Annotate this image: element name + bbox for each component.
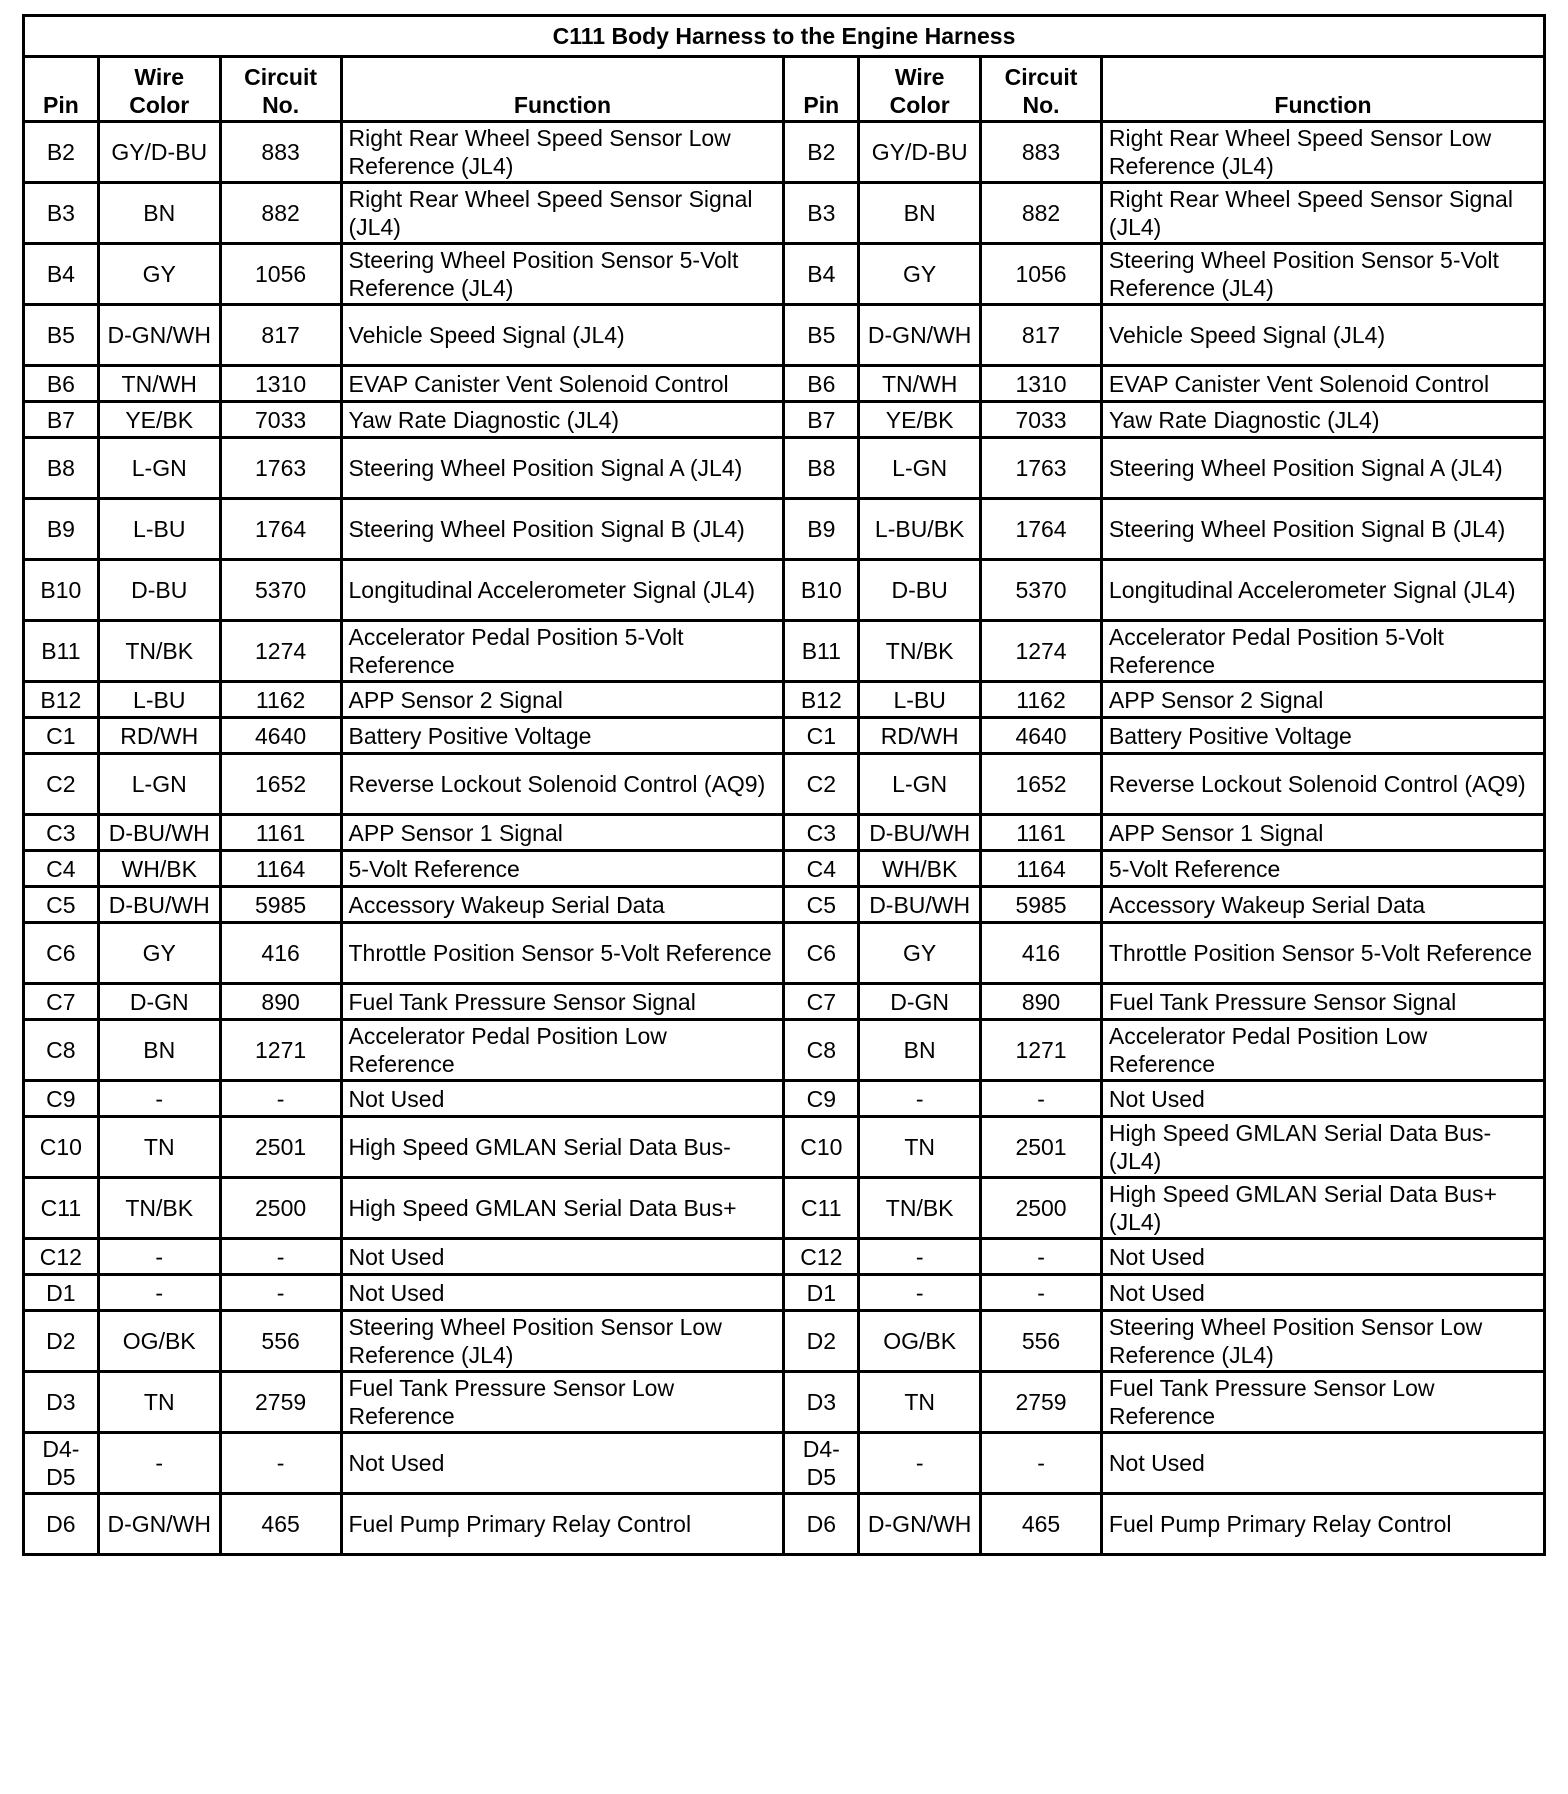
circuit-no-cell: 1274 — [220, 621, 341, 682]
wire-color-cell: D-GN/WH — [98, 305, 220, 366]
function-cell: Accelerator Pedal Position 5-Volt Reference — [341, 621, 784, 682]
table-row — [24, 305, 1545, 366]
circuit-no-cell: 1056 — [981, 244, 1102, 305]
wire-color-cell: TN/BK — [859, 1178, 981, 1239]
pin-cell: D4-D5 — [24, 1433, 99, 1494]
pin-cell: B8 — [784, 438, 859, 499]
pin-cell: C2 — [784, 754, 859, 815]
table-row — [24, 402, 1545, 438]
function-cell: Yaw Rate Diagnostic (JL4) — [341, 402, 784, 438]
wire-color-cell: TN/WH — [98, 366, 220, 402]
pin-cell: D1 — [784, 1275, 859, 1311]
table-row — [24, 122, 1545, 183]
function-cell: Battery Positive Voltage — [341, 718, 784, 754]
wire-color-cell: RD/WH — [859, 718, 981, 754]
function-cell: Yaw Rate Diagnostic (JL4) — [1101, 402, 1544, 438]
function-cell: Not Used — [341, 1081, 784, 1117]
circuit-no-cell: 883 — [981, 122, 1102, 183]
pin-cell: B4 — [784, 244, 859, 305]
circuit-no-cell: 7033 — [981, 402, 1102, 438]
pin-cell: C12 — [784, 1239, 859, 1275]
table-row — [24, 1433, 1545, 1494]
circuit-no-cell: 5985 — [220, 887, 341, 923]
circuit-no-cell: 1763 — [981, 438, 1102, 499]
function-cell: Not Used — [341, 1239, 784, 1275]
wire-color-cell: - — [98, 1081, 220, 1117]
wire-color-cell: D-BU/WH — [98, 815, 220, 851]
wire-color-cell: L-BU — [859, 682, 981, 718]
circuit-no-cell: 2500 — [981, 1178, 1102, 1239]
pin-cell: B2 — [24, 122, 99, 183]
table-row — [24, 1117, 1545, 1178]
table-row — [24, 718, 1545, 754]
function-cell: APP Sensor 2 Signal — [341, 682, 784, 718]
pin-cell: C5 — [784, 887, 859, 923]
function-cell: Right Rear Wheel Speed Sensor Signal (JL4) — [1101, 183, 1544, 244]
function-cell: Right Rear Wheel Speed Sensor Low Reference (JL4) — [341, 122, 784, 183]
circuit-no-cell: 1652 — [981, 754, 1102, 815]
function-cell: Not Used — [1101, 1239, 1544, 1275]
function-cell: Vehicle Speed Signal (JL4) — [1101, 305, 1544, 366]
table-row — [24, 244, 1545, 305]
pin-cell: C7 — [784, 984, 859, 1020]
circuit-no-cell: 2759 — [981, 1372, 1102, 1433]
circuit-no-cell: 1164 — [220, 851, 341, 887]
function-cell: Steering Wheel Position Signal B (JL4) — [341, 499, 784, 560]
circuit-no-cell: 817 — [981, 305, 1102, 366]
pin-cell: C2 — [24, 754, 99, 815]
circuit-no-cell: 1763 — [220, 438, 341, 499]
wire-color-cell: - — [98, 1433, 220, 1494]
header-pin: Pin — [784, 57, 859, 122]
pin-cell: C4 — [24, 851, 99, 887]
pin-cell: B6 — [784, 366, 859, 402]
table-row — [24, 851, 1545, 887]
function-cell: High Speed GMLAN Serial Data Bus- — [341, 1117, 784, 1178]
circuit-no-cell: 883 — [220, 122, 341, 183]
wire-color-cell: D-BU — [859, 560, 981, 621]
pin-cell: D1 — [24, 1275, 99, 1311]
circuit-no-cell: 890 — [220, 984, 341, 1020]
pin-cell: C9 — [24, 1081, 99, 1117]
wire-color-cell: TN/BK — [859, 621, 981, 682]
function-cell: Fuel Pump Primary Relay Control — [1101, 1494, 1544, 1555]
function-cell: Steering Wheel Position Sensor Low Reference (JL4) — [1101, 1311, 1544, 1372]
pin-cell: B11 — [24, 621, 99, 682]
connector-table — [22, 14, 1546, 1556]
table-row — [24, 682, 1545, 718]
function-cell: Fuel Tank Pressure Sensor Low Reference — [341, 1372, 784, 1433]
table-row — [24, 815, 1545, 851]
header-function: Function — [341, 57, 784, 122]
header-pin: Pin — [24, 57, 99, 122]
table-row — [24, 754, 1545, 815]
wire-color-cell: L-GN — [859, 438, 981, 499]
wire-color-cell: D-BU/WH — [859, 815, 981, 851]
circuit-no-cell: 556 — [220, 1311, 341, 1372]
function-cell: Steering Wheel Position Signal B (JL4) — [1101, 499, 1544, 560]
header-wire-color: Wire Color — [859, 57, 981, 122]
circuit-no-cell: 1274 — [981, 621, 1102, 682]
pin-cell: C11 — [24, 1178, 99, 1239]
pin-cell: D6 — [784, 1494, 859, 1555]
wire-color-cell: L-GN — [98, 438, 220, 499]
function-cell: Not Used — [341, 1433, 784, 1494]
pin-cell: D6 — [24, 1494, 99, 1555]
function-cell: Accessory Wakeup Serial Data — [1101, 887, 1544, 923]
wire-color-cell: BN — [98, 1020, 220, 1081]
function-cell: Not Used — [1101, 1081, 1544, 1117]
wire-color-cell: TN/WH — [859, 366, 981, 402]
table-row — [24, 1372, 1545, 1433]
circuit-no-cell: 465 — [220, 1494, 341, 1555]
function-cell: 5-Volt Reference — [1101, 851, 1544, 887]
wire-color-cell: GY/D-BU — [98, 122, 220, 183]
table-row — [24, 1275, 1545, 1311]
function-cell: Fuel Tank Pressure Sensor Signal — [341, 984, 784, 1020]
circuit-no-cell: 1271 — [220, 1020, 341, 1081]
wire-color-cell: - — [859, 1433, 981, 1494]
table-body — [24, 122, 1545, 1555]
wire-color-cell: TN — [98, 1372, 220, 1433]
pin-cell: B9 — [24, 499, 99, 560]
circuit-no-cell: - — [981, 1275, 1102, 1311]
pin-cell: C1 — [24, 718, 99, 754]
wire-color-cell: - — [859, 1239, 981, 1275]
function-cell: Fuel Tank Pressure Sensor Signal — [1101, 984, 1544, 1020]
circuit-no-cell: 2501 — [220, 1117, 341, 1178]
function-cell: Longitudinal Accelerometer Signal (JL4) — [341, 560, 784, 621]
circuit-no-cell: 556 — [981, 1311, 1102, 1372]
function-cell: Longitudinal Accelerometer Signal (JL4) — [1101, 560, 1544, 621]
wire-color-cell: BN — [859, 183, 981, 244]
wire-color-cell: GY — [98, 923, 220, 984]
pin-cell: B5 — [784, 305, 859, 366]
wire-color-cell: L-GN — [98, 754, 220, 815]
header-row — [24, 57, 1545, 122]
table-row — [24, 984, 1545, 1020]
function-cell: EVAP Canister Vent Solenoid Control — [1101, 366, 1544, 402]
function-cell: Fuel Tank Pressure Sensor Low Reference — [1101, 1372, 1544, 1433]
pin-cell: D4-D5 — [784, 1433, 859, 1494]
pin-cell: D2 — [784, 1311, 859, 1372]
wire-color-cell: WH/BK — [98, 851, 220, 887]
wire-color-cell: YE/BK — [859, 402, 981, 438]
pin-cell: B11 — [784, 621, 859, 682]
function-cell: High Speed GMLAN Serial Data Bus- (JL4) — [1101, 1117, 1544, 1178]
circuit-no-cell: 2759 — [220, 1372, 341, 1433]
circuit-no-cell: 7033 — [220, 402, 341, 438]
circuit-no-cell: 1310 — [981, 366, 1102, 402]
pin-cell: B12 — [24, 682, 99, 718]
pin-cell: C7 — [24, 984, 99, 1020]
pin-cell: B3 — [784, 183, 859, 244]
function-cell: APP Sensor 1 Signal — [1101, 815, 1544, 851]
wire-color-cell: GY — [98, 244, 220, 305]
wire-color-cell: D-GN — [98, 984, 220, 1020]
function-cell: APP Sensor 2 Signal — [1101, 682, 1544, 718]
table-row — [24, 438, 1545, 499]
pin-cell: D3 — [784, 1372, 859, 1433]
function-cell: Not Used — [341, 1275, 784, 1311]
pin-cell: C8 — [784, 1020, 859, 1081]
wire-color-cell: OG/BK — [859, 1311, 981, 1372]
table-row — [24, 1494, 1545, 1555]
circuit-no-cell: 1764 — [981, 499, 1102, 560]
pin-cell: B4 — [24, 244, 99, 305]
function-cell: Steering Wheel Position Sensor 5-Volt Reference (JL4) — [1101, 244, 1544, 305]
header-circuit-no: Circuit No. — [981, 57, 1102, 122]
function-cell: Not Used — [1101, 1275, 1544, 1311]
wire-color-cell: YE/BK — [98, 402, 220, 438]
function-cell: High Speed GMLAN Serial Data Bus+ — [341, 1178, 784, 1239]
circuit-no-cell: 1764 — [220, 499, 341, 560]
circuit-no-cell: 5370 — [981, 560, 1102, 621]
pin-cell: C4 — [784, 851, 859, 887]
circuit-no-cell: 5985 — [981, 887, 1102, 923]
circuit-no-cell: 4640 — [981, 718, 1102, 754]
function-cell: High Speed GMLAN Serial Data Bus+ (JL4) — [1101, 1178, 1544, 1239]
circuit-no-cell: 1164 — [981, 851, 1102, 887]
pin-cell: C8 — [24, 1020, 99, 1081]
circuit-no-cell: - — [220, 1239, 341, 1275]
circuit-no-cell: 4640 — [220, 718, 341, 754]
circuit-no-cell: 882 — [220, 183, 341, 244]
wire-color-cell: L-BU — [98, 682, 220, 718]
wire-color-cell: GY — [859, 923, 981, 984]
function-cell: Accessory Wakeup Serial Data — [341, 887, 784, 923]
circuit-no-cell: 1652 — [220, 754, 341, 815]
pin-cell: B9 — [784, 499, 859, 560]
wire-color-cell: L-BU — [98, 499, 220, 560]
function-cell: Throttle Position Sensor 5-Volt Reference — [1101, 923, 1544, 984]
title-row — [24, 16, 1545, 57]
pin-cell: C5 — [24, 887, 99, 923]
wire-color-cell: GY/D-BU — [859, 122, 981, 183]
wire-color-cell: D-GN/WH — [859, 1494, 981, 1555]
wire-color-cell: - — [859, 1081, 981, 1117]
circuit-no-cell: 817 — [220, 305, 341, 366]
wire-color-cell: D-GN — [859, 984, 981, 1020]
pin-cell: B3 — [24, 183, 99, 244]
wire-color-cell: RD/WH — [98, 718, 220, 754]
pin-cell: C9 — [784, 1081, 859, 1117]
circuit-no-cell: - — [981, 1239, 1102, 1275]
circuit-no-cell: - — [220, 1433, 341, 1494]
pin-cell: C11 — [784, 1178, 859, 1239]
circuit-no-cell: 465 — [981, 1494, 1102, 1555]
wire-color-cell: TN — [98, 1117, 220, 1178]
pin-cell: B7 — [784, 402, 859, 438]
table-row — [24, 183, 1545, 244]
pin-cell: C10 — [24, 1117, 99, 1178]
wire-color-cell: - — [859, 1275, 981, 1311]
circuit-no-cell: 1162 — [220, 682, 341, 718]
table-row — [24, 923, 1545, 984]
function-cell: Not Used — [1101, 1433, 1544, 1494]
pin-cell: C6 — [784, 923, 859, 984]
function-cell: Reverse Lockout Solenoid Control (AQ9) — [341, 754, 784, 815]
function-cell: APP Sensor 1 Signal — [341, 815, 784, 851]
function-cell: Accelerator Pedal Position 5-Volt Reference — [1101, 621, 1544, 682]
function-cell: Steering Wheel Position Signal A (JL4) — [1101, 438, 1544, 499]
wire-color-cell: D-BU — [98, 560, 220, 621]
circuit-no-cell: 1271 — [981, 1020, 1102, 1081]
table-row — [24, 1178, 1545, 1239]
wire-color-cell: TN — [859, 1372, 981, 1433]
function-cell: EVAP Canister Vent Solenoid Control — [341, 366, 784, 402]
circuit-no-cell: 2501 — [981, 1117, 1102, 1178]
function-cell: Throttle Position Sensor 5-Volt Reference — [341, 923, 784, 984]
pin-cell: C3 — [784, 815, 859, 851]
wire-color-cell: D-BU/WH — [859, 887, 981, 923]
wire-color-cell: - — [98, 1239, 220, 1275]
wire-color-cell: D-GN/WH — [859, 305, 981, 366]
table-title: C111 Body Harness to the Engine Harness — [24, 16, 1545, 57]
pin-cell: D2 — [24, 1311, 99, 1372]
header-wire-color: Wire Color — [98, 57, 220, 122]
table-row — [24, 887, 1545, 923]
wire-color-cell: L-GN — [859, 754, 981, 815]
circuit-no-cell: 5370 — [220, 560, 341, 621]
wire-color-cell: TN/BK — [98, 621, 220, 682]
pin-cell: C3 — [24, 815, 99, 851]
wire-color-cell: - — [98, 1275, 220, 1311]
pin-cell: B2 — [784, 122, 859, 183]
circuit-no-cell: - — [981, 1433, 1102, 1494]
function-cell: Fuel Pump Primary Relay Control — [341, 1494, 784, 1555]
table-row — [24, 1311, 1545, 1372]
wire-color-cell: TN — [859, 1117, 981, 1178]
function-cell: Steering Wheel Position Sensor Low Reference (JL4) — [341, 1311, 784, 1372]
pin-cell: D3 — [24, 1372, 99, 1433]
function-cell: Battery Positive Voltage — [1101, 718, 1544, 754]
pin-cell: B6 — [24, 366, 99, 402]
wire-color-cell: L-BU/BK — [859, 499, 981, 560]
pin-cell: C6 — [24, 923, 99, 984]
function-cell: Reverse Lockout Solenoid Control (AQ9) — [1101, 754, 1544, 815]
pin-cell: B10 — [24, 560, 99, 621]
circuit-no-cell: 416 — [981, 923, 1102, 984]
table-row — [24, 560, 1545, 621]
wire-color-cell: OG/BK — [98, 1311, 220, 1372]
pin-cell: C1 — [784, 718, 859, 754]
circuit-no-cell: 416 — [220, 923, 341, 984]
table-row — [24, 499, 1545, 560]
circuit-no-cell: 1162 — [981, 682, 1102, 718]
circuit-no-cell: 1161 — [981, 815, 1102, 851]
circuit-no-cell: 2500 — [220, 1178, 341, 1239]
wire-color-cell: WH/BK — [859, 851, 981, 887]
wire-color-cell: BN — [98, 183, 220, 244]
circuit-no-cell: 890 — [981, 984, 1102, 1020]
pin-cell: B5 — [24, 305, 99, 366]
wire-color-cell: D-BU/WH — [98, 887, 220, 923]
function-cell: 5-Volt Reference — [341, 851, 784, 887]
table-row — [24, 621, 1545, 682]
circuit-no-cell: 1161 — [220, 815, 341, 851]
circuit-no-cell: - — [220, 1081, 341, 1117]
pin-cell: C12 — [24, 1239, 99, 1275]
function-cell: Accelerator Pedal Position Low Reference — [1101, 1020, 1544, 1081]
wire-color-cell: BN — [859, 1020, 981, 1081]
header-function: Function — [1101, 57, 1544, 122]
circuit-no-cell: - — [220, 1275, 341, 1311]
circuit-no-cell: - — [981, 1081, 1102, 1117]
wire-color-cell: D-GN/WH — [98, 1494, 220, 1555]
wire-color-cell: GY — [859, 244, 981, 305]
circuit-no-cell: 882 — [981, 183, 1102, 244]
function-cell: Accelerator Pedal Position Low Reference — [341, 1020, 784, 1081]
table-row — [24, 366, 1545, 402]
table-row — [24, 1020, 1545, 1081]
pin-cell: B7 — [24, 402, 99, 438]
header-circuit-no: Circuit No. — [220, 57, 341, 122]
wire-color-cell: TN/BK — [98, 1178, 220, 1239]
function-cell: Steering Wheel Position Signal A (JL4) — [341, 438, 784, 499]
table-row — [24, 1081, 1545, 1117]
function-cell: Right Rear Wheel Speed Sensor Signal (JL4) — [341, 183, 784, 244]
pin-cell: B10 — [784, 560, 859, 621]
function-cell: Steering Wheel Position Sensor 5-Volt Reference (JL4) — [341, 244, 784, 305]
function-cell: Right Rear Wheel Speed Sensor Low Reference (JL4) — [1101, 122, 1544, 183]
table-row — [24, 1239, 1545, 1275]
circuit-no-cell: 1056 — [220, 244, 341, 305]
pin-cell: C10 — [784, 1117, 859, 1178]
function-cell: Vehicle Speed Signal (JL4) — [341, 305, 784, 366]
pin-cell: B12 — [784, 682, 859, 718]
circuit-no-cell: 1310 — [220, 366, 341, 402]
pin-cell: B8 — [24, 438, 99, 499]
